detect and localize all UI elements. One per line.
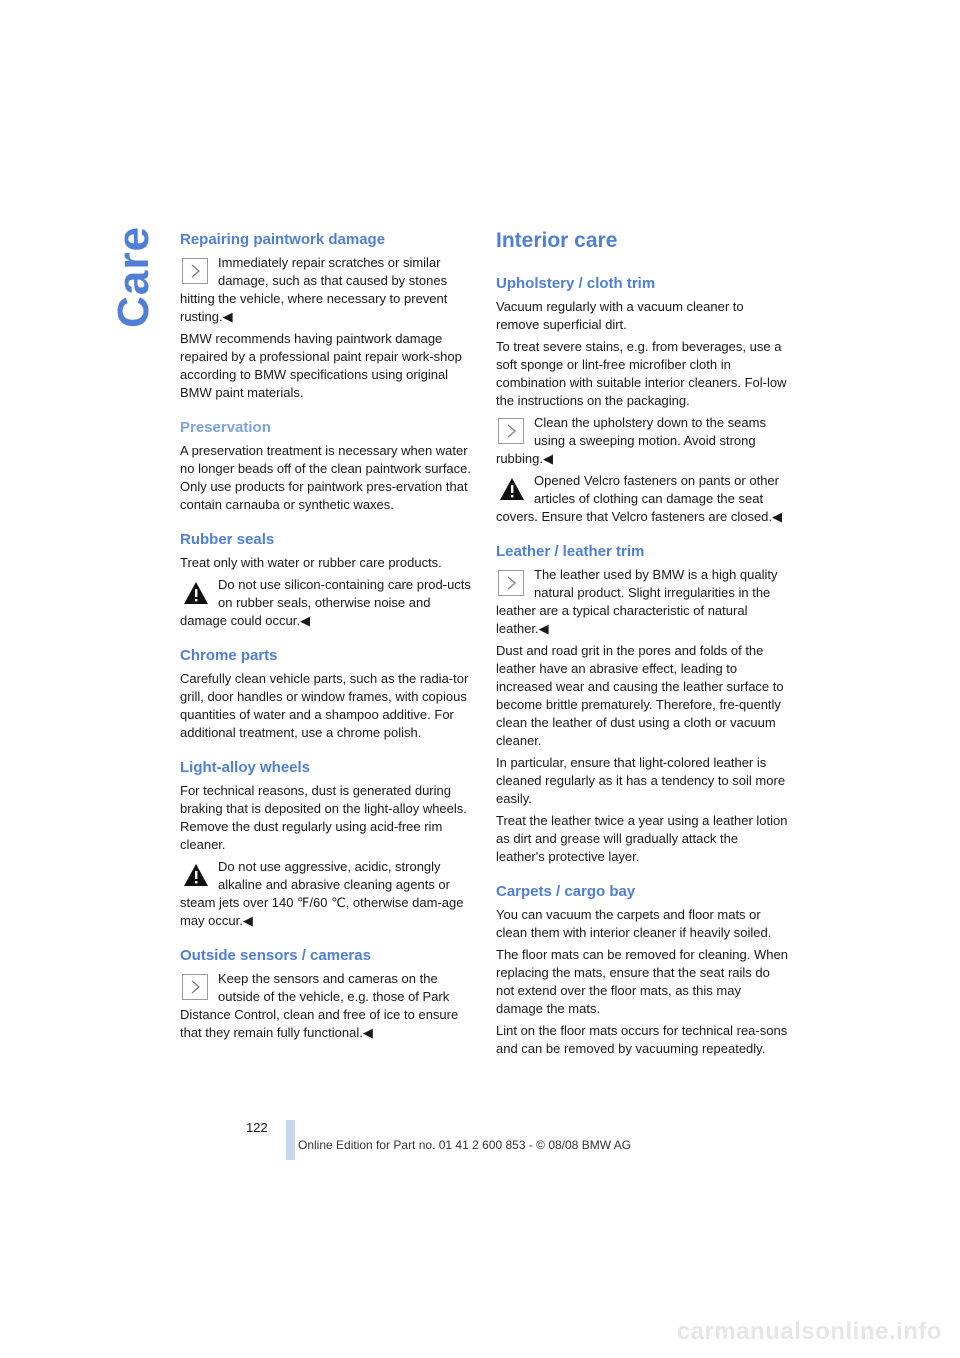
warning-paragraph	[180, 858, 472, 930]
heading-chrome-parts: Chrome parts	[180, 647, 278, 664]
paragraph: You can vacuum the carpets and floor mats or clean them with interior cleaner if heavily soiled.	[496, 907, 772, 940]
note-paragraph	[496, 566, 788, 638]
heading-outside-sensors: Outside sensors / cameras	[180, 947, 371, 964]
warning-paragraph	[496, 472, 788, 526]
paragraph: Carefully clean vehicle parts, such as the radia-tor grill, door handles or window frames, with copious quantities of water and a shampoo additive. For additional treatment, use a chrome polish.	[180, 671, 469, 740]
section-preservation	[180, 418, 472, 514]
warning-text: Opened Velcro fasteners on pants or other articles of clothing can damage the seat covers. Ensure that Velcro fasteners are closed.◀	[496, 473, 783, 524]
paragraph: BMW recommends having paintwork damage repaired by a professional paint repair work-shop according to BMW specifications using original BMW paint materials.	[180, 331, 462, 400]
note-text: The leather used by BMW is a high quality natural product. Slight irregularities in the leather are a typical characteristic of natural leather.◀	[496, 567, 778, 636]
warning-triangle-icon	[498, 476, 526, 502]
paragraph: In particular, ensure that light-colored leather is cleaned regularly as it has a tendency to soil more easily.	[496, 755, 786, 806]
arrow-note-icon	[182, 974, 208, 1000]
heading-repairing-paintwork: Repairing paintwork damage	[180, 231, 386, 248]
arrow-note-icon	[498, 570, 524, 596]
note-text: Clean the upholstery down to the seams using a sweeping motion. Avoid strong rubbing.◀	[496, 415, 766, 466]
arrow-note-icon	[498, 418, 524, 444]
section-leather	[496, 542, 788, 866]
paragraph: Vacuum regularly with a vacuum cleaner to remove superficial dirt.	[496, 299, 744, 332]
paragraph: Treat the leather twice a year using a leather lotion as dirt and grease will gradually attack the leather's protective layer.	[496, 813, 788, 864]
right-column	[496, 228, 788, 1074]
warning-text: Do not use aggressive, acidic, strongly alkaline and abrasive cleaning agents or steam jets over 140 ℉/60 ℃, otherwise dam-age may occur.◀	[180, 859, 464, 928]
section-upholstery	[496, 274, 788, 526]
heading-upholstery: Upholstery / cloth trim	[496, 275, 656, 292]
left-column	[180, 230, 472, 1058]
page-title: Interior care	[496, 229, 618, 252]
section-carpets	[496, 882, 788, 1058]
section-light-alloy-wheels	[180, 758, 472, 930]
section-repairing-paintwork	[180, 230, 472, 402]
heading-light-alloy-wheels: Light-alloy wheels	[180, 759, 311, 776]
page-number: 122	[246, 1120, 268, 1135]
note-paragraph	[180, 254, 472, 326]
edition-footer: Online Edition for Part no. 01 41 2 600 853 - © 08/08 BMW AG	[298, 1138, 632, 1152]
watermark: carmanualsonline.info	[676, 1318, 942, 1345]
paragraph: For technical reasons, dust is generated during braking that is deposited on the light-alloy wheels. Remove the dust regularly using acid-free rim cleaner.	[180, 783, 467, 852]
heading-leather: Leather / leather trim	[496, 543, 645, 560]
heading-carpets: Carpets / cargo bay	[496, 883, 636, 900]
paragraph: Dust and road grit in the pores and folds of the leather have an abrasive effect, leading to increased wear and causing the leather surface to become brittle prematurely. Therefore, fre-quently clean the leather of dust using a cloth or vacuum cleaner.	[496, 643, 784, 748]
section-chrome-parts	[180, 646, 472, 742]
note-text: Keep the sensors and cameras on the outside of the vehicle, e.g. those of Park Distance Control, clean and free of ice to ensure that they remain fully functional.◀	[180, 971, 459, 1040]
warning-paragraph	[180, 576, 472, 630]
heading-rubber-seals: Rubber seals	[180, 531, 275, 548]
paragraph: To treat severe stains, e.g. from beverages, use a soft sponge or lint-free microfiber cloth in combination with suitable interior cleaners. Fol-low the instructions on the packaging.	[496, 339, 787, 408]
note-paragraph	[496, 414, 788, 468]
warning-text: Do not use silicon-containing care prod-ucts on rubber seals, otherwise noise and damage could occur.◀	[180, 577, 471, 628]
note-paragraph	[180, 970, 472, 1042]
warning-triangle-icon	[182, 862, 210, 888]
paragraph: Treat only with water or rubber care products.	[180, 555, 442, 570]
paragraph: Lint on the floor mats occurs for technical rea-sons and can be removed by vacuuming repeatedly.	[496, 1023, 788, 1056]
footer-accent-bar	[286, 1120, 295, 1160]
section-rubber-seals	[180, 530, 472, 630]
heading-preservation: Preservation	[180, 419, 271, 436]
arrow-note-icon	[182, 258, 208, 284]
section-outside-sensors	[180, 946, 472, 1042]
paragraph: The floor mats can be removed for cleaning. When replacing the mats, ensure that the seat rails do not extend over the floor mats, as this may damage the mats.	[496, 947, 788, 1016]
note-text: Immediately repair scratches or similar damage, such as that caused by stones hitting the vehicle, where necessary to prevent rusting.◀	[180, 255, 448, 324]
chapter-side-label: Care	[109, 226, 158, 328]
paragraph: A preservation treatment is necessary when water no longer beads off of the clean paintwork surface. Only use products for paintwork pres-ervation that contain carnauba or synthetic waxes.	[180, 443, 472, 512]
warning-triangle-icon	[182, 580, 210, 606]
